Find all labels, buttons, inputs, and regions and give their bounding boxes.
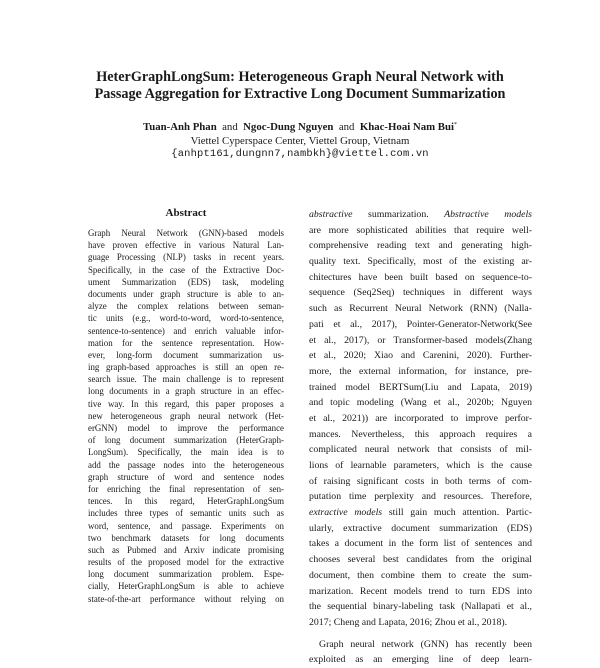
paper-title xyxy=(60,69,540,103)
text-line: sentence-to-sentence) and enrich valuable infor- xyxy=(88,325,284,336)
text-line: et al., 2021)) are incorporated to improve perfor- xyxy=(309,412,532,424)
text-line: sequence (Seq2Seq) techniques in different ways xyxy=(309,287,532,299)
text-line: more, the external information, for instance, pre- xyxy=(309,365,532,377)
text-line: graph structure of word and sentence nodes xyxy=(88,471,284,482)
intro-column xyxy=(309,207,532,668)
text-line: two benchmark datasets for long documents xyxy=(88,532,284,543)
abstract-heading: Abstract xyxy=(165,207,207,219)
text-line: are more sophisticated abilities that require well- xyxy=(309,224,532,236)
text-line: for enriching the final representation of sen- xyxy=(88,483,284,494)
text-line: mances. Nevertheless, this approach requires a xyxy=(309,428,532,440)
text-line: trained model BERTSum(Liu and Lapata, 2019) xyxy=(309,381,532,393)
emphasis-abstractive: abstractive xyxy=(309,209,353,220)
para2-line-2: exploited as an emerging line of deep learn- xyxy=(309,654,532,666)
text-line: chitectures have been built based on sequence-to- xyxy=(309,271,532,283)
author-2: Ngoc-Dung Nguyen xyxy=(243,121,334,133)
text-line: marization. Recent models trend to turn EDS into xyxy=(309,585,532,597)
text-line: new heterogeneous graph neural network (Het- xyxy=(88,410,284,421)
author-1: Tuan-Anh Phan xyxy=(142,121,217,133)
text-line: comprehensive reading text and generating high- xyxy=(309,240,532,252)
text-line: the sequential binary-labeling task (Nallapati et al., xyxy=(309,601,532,613)
text-line: state-of-the-art performance without relying on xyxy=(88,593,284,604)
intro-paragraph-b xyxy=(309,521,532,631)
author-and-1: and xyxy=(222,121,238,133)
author-and-2: and xyxy=(338,121,355,133)
author-3: Khac-Hoai Nam Bui xyxy=(359,121,455,133)
text-line: and topic modeling (Wang et al., 2020b; Nguyen xyxy=(309,397,532,409)
intro-line: abstractive summarization. Abstractive models xyxy=(309,209,532,220)
abstract-body xyxy=(88,227,284,605)
author-block xyxy=(40,121,560,162)
text-line: mation for the sentence representation. How- xyxy=(88,337,284,348)
text-line: quality text. Specifically, most of the existing ar- xyxy=(309,256,532,268)
text-line: chooses several best candidates from the original xyxy=(309,554,532,566)
text-line: search issue. The main challenge is to represent xyxy=(88,374,284,385)
text-line: ularly, extractive document summarization (EDS) xyxy=(309,522,532,534)
text-line: ever, long-form document summarization us- xyxy=(88,349,284,360)
text-line: Specifically, in the case of the Extractive Doc- xyxy=(88,264,284,275)
text-line: guage Processing (NLP) tasks in recent years. xyxy=(88,252,284,263)
text-line: ing graph-based approaches is still an open re- xyxy=(88,362,284,373)
text-line: LongSum). Specifically, the main idea is to xyxy=(88,447,284,458)
title-line-2: Passage Aggregation for Extractive Long Document Summarization xyxy=(94,86,506,102)
text-line: tive way. In this regard, this paper proposes a xyxy=(88,398,284,409)
text-line: takes a document in the form list of sentences and xyxy=(309,538,532,550)
text-line: et al., 2020; Xiao and Carenini, 2020). Further- xyxy=(309,350,532,362)
text-line: pati et al., 2017), Pointer-Generator-Network(See xyxy=(309,318,532,330)
text-line: documents under graph structure is able to an- xyxy=(88,288,284,299)
text-line: tences. In this regard, HeterGraphLongSum xyxy=(88,496,284,507)
text-line: lions of learnable parameters, which is the cause xyxy=(309,460,532,471)
text-line: such as Pubmed and Arxiv indicate promising xyxy=(88,544,284,555)
intro-line: extractive models still gain much attention. Partic- xyxy=(309,507,533,519)
emphasis-extractive-models: extractive models xyxy=(309,507,383,519)
text-line: 2017; Cheng and Lapata, 2016; Zhou et al., 2018). xyxy=(309,616,508,628)
text-line: alyze the complex relations between seman- xyxy=(88,301,284,312)
text-line: document, then combine them to create the sum- xyxy=(309,569,532,581)
text-line: Graph Neural Network (GNN)-based models xyxy=(88,228,284,238)
text-line: cially, HeterGraphLongSum is able to achieve xyxy=(88,581,284,592)
text-line: tic units (e.g., word-to-word, word-to-sentence, xyxy=(88,313,284,324)
text-line: et al., 2017), or Transformer-based models(Zhang xyxy=(309,334,532,346)
text-line: putation time perplexity and resources. Therefore, xyxy=(309,491,532,503)
text-line: includes three types of semantic units such as xyxy=(88,508,284,519)
author-emails: {anhpt161,dungnn7,nambkh}@viettel.com.vn xyxy=(171,148,429,160)
text-line: erGNN) model to improve the performance xyxy=(88,423,284,433)
title-line-1: HeterGraphLongSum: Heterogeneous Graph Neural Network with xyxy=(96,69,504,85)
emphasis-abstractive-models: Abstractive models xyxy=(444,209,532,220)
text-line: ument Summarization (EDS) task, modeling xyxy=(88,276,284,287)
affiliation: Viettel Cyperspace Center, Viettel Group, Vietnam xyxy=(190,134,410,147)
corresponding-author-mark: * xyxy=(454,122,458,128)
text-line: complicated neural network that consists of mil- xyxy=(309,444,532,456)
text-line: such as Recurrent Neural Network (RNN) (Nalla- xyxy=(309,303,532,315)
para2-line-1: Graph neural network (GNN) has recently been xyxy=(319,638,532,650)
text-line: have proven effective in various Natural Lan- xyxy=(88,240,284,251)
text-line: of long document summarization (HeterGraph- xyxy=(88,435,284,446)
author-names xyxy=(40,121,560,135)
text-line: add the passage nodes into the heterogeneous xyxy=(88,459,284,470)
text-line: long documents in a graph structure in an effec- xyxy=(88,386,284,397)
text-line: word, sentence, and passage. Experiments on xyxy=(88,520,284,531)
text-line: results of the proposed model for the extractive xyxy=(88,557,284,568)
intro-paragraph-a xyxy=(309,223,532,505)
text-line: long document summarization problem. Espe- xyxy=(88,569,284,580)
text-line: of raising significant costs in both terms of com- xyxy=(309,475,532,487)
